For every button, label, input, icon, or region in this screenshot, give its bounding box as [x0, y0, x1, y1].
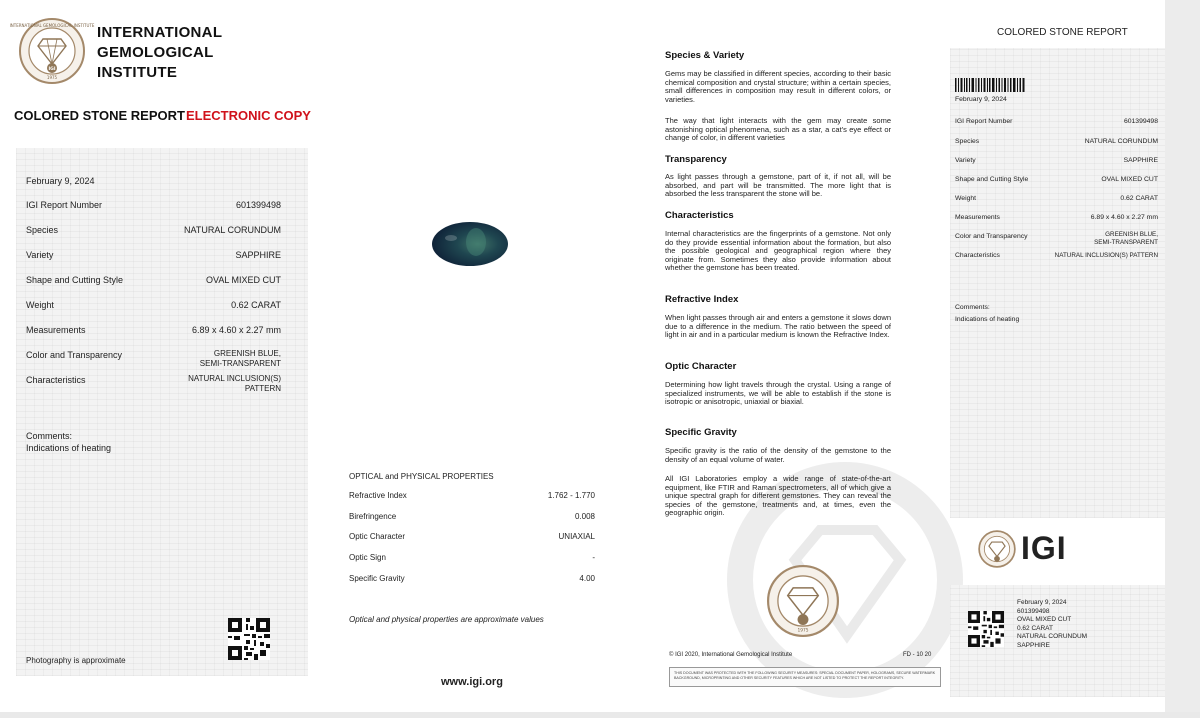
wallet-card — [950, 585, 1165, 697]
wallet-line: 0.62 CARAT — [1017, 624, 1054, 632]
optical-properties-title: OPTICAL and PHYSICAL PROPERTIES — [349, 472, 494, 481]
right-detail-value-line2: SEMI-TRANSPARENT — [1094, 239, 1158, 246]
detail-label: Weight — [26, 300, 54, 310]
left-panel — [0, 0, 325, 712]
optical-label: Optic Character — [349, 532, 406, 541]
security-notice: THIS DOCUMENT WAS PROTECTED WITH THE FOLLOWING SECURITY MEASURES: SPECIAL DOCUMENT PAPER, HOLOGRAMS, SECURE WATERMARK BACKGROUND, MICROPRINTING AND OTHER SECURITY FEATURES WHICH ARE NOT LISTED TO PROTECT THE REPORT INTEGRITY. — [669, 667, 941, 687]
right-detail-label: Shape and Cutting Style — [955, 176, 1029, 183]
igi-seal-icon — [9, 18, 95, 84]
comments-title: Comments: — [26, 431, 73, 441]
right-detail-value: SAPPHIRE — [1123, 157, 1158, 164]
seal-mark: IGI — [48, 67, 56, 72]
right-detail-value: GREENISH BLUE, — [1105, 231, 1158, 238]
institute-name-line: GEMOLOGICAL — [97, 44, 214, 61]
right-detail-value: 0.62 CARAT — [1120, 195, 1158, 202]
seal-year: 1975 — [46, 75, 58, 80]
right-detail-value: 601399498 — [1123, 118, 1158, 125]
detail-label: IGI Report Number — [26, 200, 103, 210]
seal-year: 1975 — [797, 628, 809, 634]
right-detail-label: Variety — [955, 157, 976, 164]
right-edge-strip — [1165, 0, 1200, 718]
copyright-text: © IGI 2020, International Gemological Institute — [669, 652, 793, 658]
institute-name-line: INTERNATIONAL — [97, 24, 223, 41]
optical-label: Optic Sign — [349, 553, 386, 562]
info-panel — [645, 0, 950, 712]
institute-name — [97, 23, 222, 83]
bottom-edge-strip — [0, 712, 1200, 718]
wallet-line: 601399498 — [1017, 607, 1050, 615]
form-code: FD - 10 20 — [903, 652, 932, 658]
detail-label: Shape and Cutting Style — [26, 275, 124, 285]
detail-value: OVAL MIXED CUT — [205, 275, 281, 285]
optical-value: UNIAXIAL — [558, 532, 595, 541]
photography-note: Photography is approximate — [26, 656, 126, 665]
section-title: Species & Variety — [665, 50, 745, 61]
barcode-icon — [955, 78, 1025, 92]
detail-value-line2: PATTERN — [244, 384, 281, 393]
electronic-copy-label: ELECTRONIC COPY — [186, 108, 311, 123]
right-detail-label: IGI Report Number — [955, 118, 1013, 125]
right-detail-label: Weight — [955, 195, 977, 202]
section-title: Optic Character — [665, 361, 737, 372]
detail-value: 6.89 x 4.60 x 2.27 mm — [191, 325, 281, 335]
middle-panel — [325, 0, 645, 712]
optical-label: Specific Gravity — [349, 574, 405, 583]
institute-name-line: INSTITUTE — [97, 64, 178, 81]
qr-code-icon — [968, 611, 1004, 647]
optical-note: Optical and physical properties are approximate values — [349, 615, 544, 624]
right-report-date: February 9, 2024 — [955, 96, 1007, 103]
right-detail-value: NATURAL CORUNDUM — [1084, 138, 1158, 145]
optical-value: 0.008 — [574, 512, 595, 521]
detail-value: 601399498 — [235, 200, 281, 210]
wallet-line: SAPPHIRE — [1017, 641, 1050, 649]
wallet-line: NATURAL CORUNDUM — [1017, 633, 1088, 640]
detail-label: Species — [26, 225, 59, 235]
section-paragraph: Internal characteristics are the fingerprints of a gemstone. Not only do they provide essential information about the formation, but also the possible geological and geographical region where they originate from. Sometimes they also provide information about whether the gemstone has been treated. — [665, 229, 891, 273]
right-detail-value: OVAL MIXED CUT — [1101, 176, 1158, 183]
right-detail-label: Characteristics — [955, 252, 1000, 259]
section-paragraph: All IGI Laboratories employ a wide range of state-of-the-art equipment, like FTIR and Raman spectrometers, all of which give a unique spectral graph for different gemstones. They can reveal the species of the gemstone, treatments and, at times, even the geographic origin. — [665, 474, 891, 518]
website-link[interactable]: www.igi.org — [441, 676, 503, 688]
detail-value: SAPPHIRE — [235, 250, 281, 260]
detail-value-line2: SEMI-TRANSPARENT — [199, 359, 281, 368]
gemstone-photo — [431, 220, 509, 268]
igi-logo-seal-icon — [978, 530, 1016, 568]
section-title: Specific Gravity — [665, 427, 737, 438]
right-detail-value: 6.89 x 4.60 x 2.27 mm — [1090, 214, 1158, 221]
optical-value: - — [592, 553, 595, 562]
section-paragraph: When light passes through air and enters a gemstone it slows down due to a difference in the medium. The ratio between the speed of light in air and in a particular medium is known the Refractive Index. — [665, 313, 891, 340]
optical-value: 1.762 - 1.770 — [547, 491, 595, 500]
section-paragraph: Gems may be classified in different species, according to their basic chemical composition and crystal structure; within a certain species, small differences in composition may result in different colors, or varieties. — [665, 69, 891, 104]
optical-value: 4.00 — [579, 574, 595, 583]
detail-label: Variety — [26, 250, 54, 260]
section-paragraph: As light passes through a gemstone, part of it, if not all, will be absorbed, and part will be transmitted. The more light that is absorbed the less transparent the stone will be. — [665, 172, 891, 199]
section-paragraph: Specific gravity is the ratio of the density of the gemstone to the density of an equal volume of water. — [665, 446, 891, 464]
right-comments-title: Comments: — [955, 304, 990, 311]
igi-seal-icon — [767, 565, 839, 637]
detail-label: Color and Transparency — [26, 350, 123, 360]
report-details-box — [16, 148, 308, 676]
right-detail-label: Color and Transparency — [955, 233, 1028, 240]
optical-label: Refractive Index — [349, 491, 407, 500]
right-detail-value: NATURAL INCLUSION(S) PATTERN — [1054, 252, 1158, 259]
optical-label: Birefringence — [349, 512, 397, 521]
detail-label: Measurements — [26, 325, 86, 335]
detail-value: NATURAL CORUNDUM — [183, 225, 281, 235]
detail-value: 0.62 CARAT — [231, 300, 281, 310]
section-paragraph: Determining how light travels through the crystal. Using a range of specialized instruments, we will be able to establish if the stone is isotropic or anisotropic, uniaxial or biaxial. — [665, 380, 891, 407]
section-paragraph: The way that light interacts with the gem may create some astonishing optical phenomena, such as a star, a cat's eye effect or change of color, in different varieties — [665, 116, 891, 143]
comments-text: Indications of heating — [26, 443, 112, 453]
right-detail-label: Measurements — [955, 214, 1000, 221]
wallet-line: OVAL MIXED CUT — [1017, 616, 1072, 623]
right-detail-label: Species — [955, 138, 980, 145]
qr-code-icon — [228, 618, 270, 660]
seal-text-top: INTERNATIONAL GEMOLOGICAL INSTITUTE — [9, 23, 95, 28]
right-details-box — [950, 48, 1165, 518]
section-title: Refractive Index — [665, 294, 739, 305]
igi-brand-logo: IGI — [1021, 530, 1067, 566]
section-title: Transparency — [665, 154, 727, 165]
right-comments-text: Indications of heating — [955, 316, 1020, 323]
right-panel — [950, 0, 1165, 712]
report-date: February 9, 2024 — [26, 176, 95, 186]
detail-value: GREENISH BLUE, — [213, 349, 281, 358]
wallet-line: February 9, 2024 — [1017, 599, 1067, 606]
detail-label: Characteristics — [26, 375, 86, 385]
report-title: COLORED STONE REPORT — [14, 108, 185, 123]
right-report-title: COLORED STONE REPORT — [997, 27, 1128, 38]
section-title: Characteristics — [665, 210, 734, 221]
detail-value: NATURAL INCLUSION(S) — [188, 374, 281, 383]
